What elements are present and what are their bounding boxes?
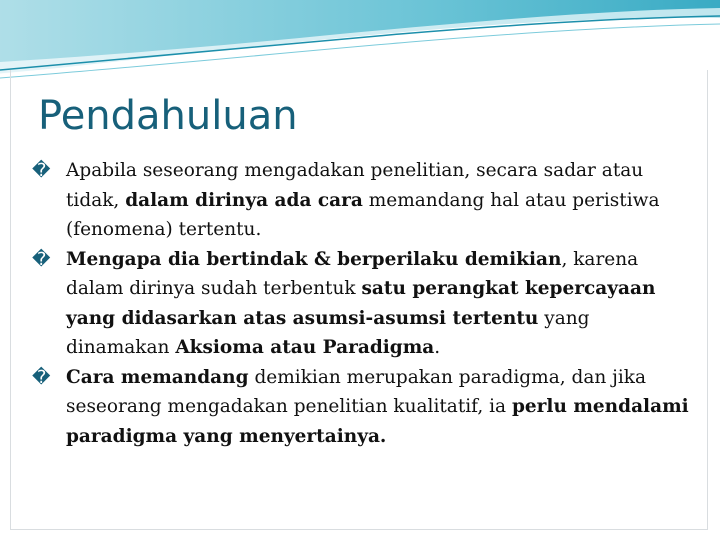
bullet-text: . bbox=[434, 337, 441, 358]
bullet-text: yang dinamakan bbox=[66, 307, 590, 358]
replacement-glyph-icon: � bbox=[32, 366, 51, 388]
bullet-text-bold: dalam dirinya ada cara bbox=[125, 189, 363, 211]
bullet-text: memandang hal atau peristiwa (fenomena) tertentu. bbox=[66, 189, 660, 240]
bullet-text-bold: Cara memandang bbox=[66, 366, 249, 388]
bullet-item bbox=[32, 156, 692, 245]
replacement-glyph-icon: � bbox=[32, 160, 51, 181]
bullet-text-bold: Mengapa dia bertindak & berperilaku demikian bbox=[66, 248, 562, 270]
bullet-text: , karena dalam dirinya sudah terbentuk bbox=[66, 248, 639, 299]
bullet-text-bold: perlu mendalami paradigma yang menyertainya. bbox=[66, 396, 689, 447]
bullet-text-bold: Aksioma atau Paradigma bbox=[175, 337, 435, 358]
replacement-glyph-icon: � bbox=[32, 248, 51, 270]
bullet-item bbox=[32, 363, 692, 452]
bullet-text-bold: satu perangkat kepercayaan yang didasarkan atas asumsi-asumsi tertentu bbox=[66, 278, 656, 329]
bullet-list bbox=[32, 156, 692, 451]
page-title: Pendahuluan bbox=[38, 93, 298, 139]
bullet-text: demikian merupakan paradigma, dan jika seseorang mengadakan penelitian kualitatif, ia bbox=[66, 366, 647, 417]
bullet-item bbox=[32, 245, 692, 363]
bullet-text: Apabila seseorang mengadakan penelitian, secara sadar atau tidak, bbox=[66, 160, 644, 211]
